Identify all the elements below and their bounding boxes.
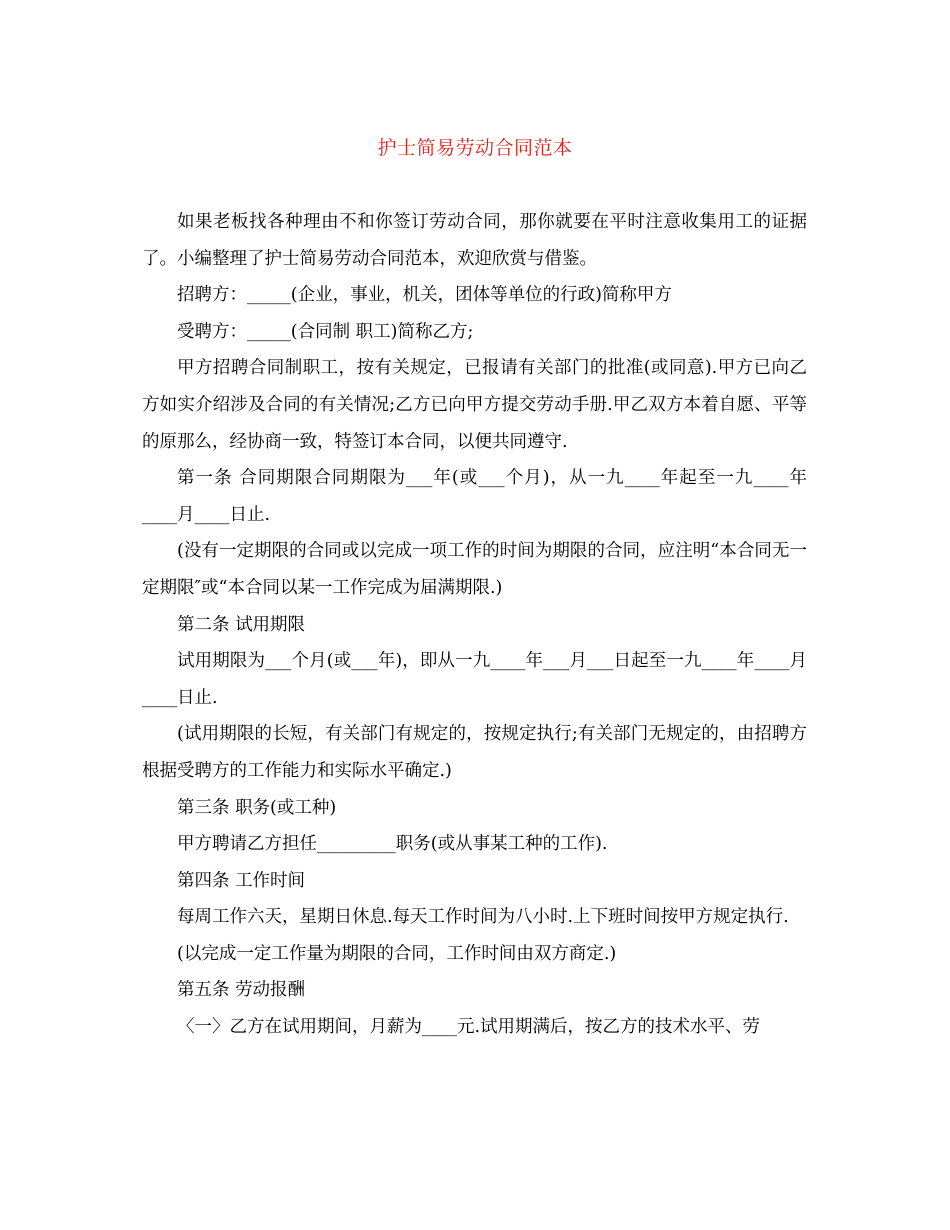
- employer-line: 招聘方：_____(企业，事业，机关，团体等单位的行政)简称甲方: [177, 285, 672, 306]
- article-5-item-1: 〈一〉乙方在试用期间，月薪为____元.试用期满后，按乙方的技术水平、劳: [177, 1017, 761, 1038]
- article-3-heading: 第三条 职务(或工种): [177, 797, 337, 818]
- article-4-heading: 第四条 工作时间: [177, 870, 306, 891]
- document-title: 护士简易劳动合同范本: [377, 137, 573, 159]
- employee-line: 受聘方：_____(合同制 职工)简称乙方;: [177, 321, 474, 342]
- article-5-heading: 第五条 劳动报酬: [177, 980, 306, 1001]
- article-4-body: 每周工作六天，星期日休息.每天工作时间为八小时.上下班时间按甲方规定执行.: [177, 907, 789, 928]
- article-1-note: (没有一定期限的合同或以完成一项工作的时间为期限的合同，应注明“本合同无一定期限″或“本合同以某一工作完成为届满期限.): [142, 541, 807, 598]
- article-2-heading: 第二条 试用期限: [177, 614, 306, 635]
- article-3-body: 甲方聘请乙方担任_________职务(或从事某工种的工作).: [177, 834, 608, 855]
- article-1-term: 第一条 合同期限合同期限为___年(或___个月)，从一九____年起至一九____年____月____日止.: [142, 468, 807, 525]
- article-4-note: (以完成一定工作量为期限的合同，工作时间由双方商定.): [177, 943, 617, 964]
- intro-paragraph: 如果老板找各种理由不和你签订劳动合同，那你就要在平时注意收集用工的证据了。小编整理了护士简易劳动合同范本，欢迎欣赏与借鉴。: [142, 212, 807, 269]
- article-2-body: 试用期限为___个月(或___年)，即从一九____年___月___日起至一九____年____月____日止.: [142, 651, 807, 708]
- article-2-note: (试用期限的长短，有关部门有规定的，按规定执行;有关部门无规定的，由招聘方根据受聘方的工作能力和实际水平确定.): [142, 724, 807, 781]
- preamble-paragraph: 甲方招聘合同制职工，按有关规定，已报请有关部门的批准(或同意).甲方已向乙方如实介绍涉及合同的有关情况;乙方已向甲方提交劳动手册.甲乙双方本着自愿、平等的原那么，经协商一致，特签订本合同，以便共同遵守.: [142, 358, 807, 452]
- document-body: [142, 204, 807, 1046]
